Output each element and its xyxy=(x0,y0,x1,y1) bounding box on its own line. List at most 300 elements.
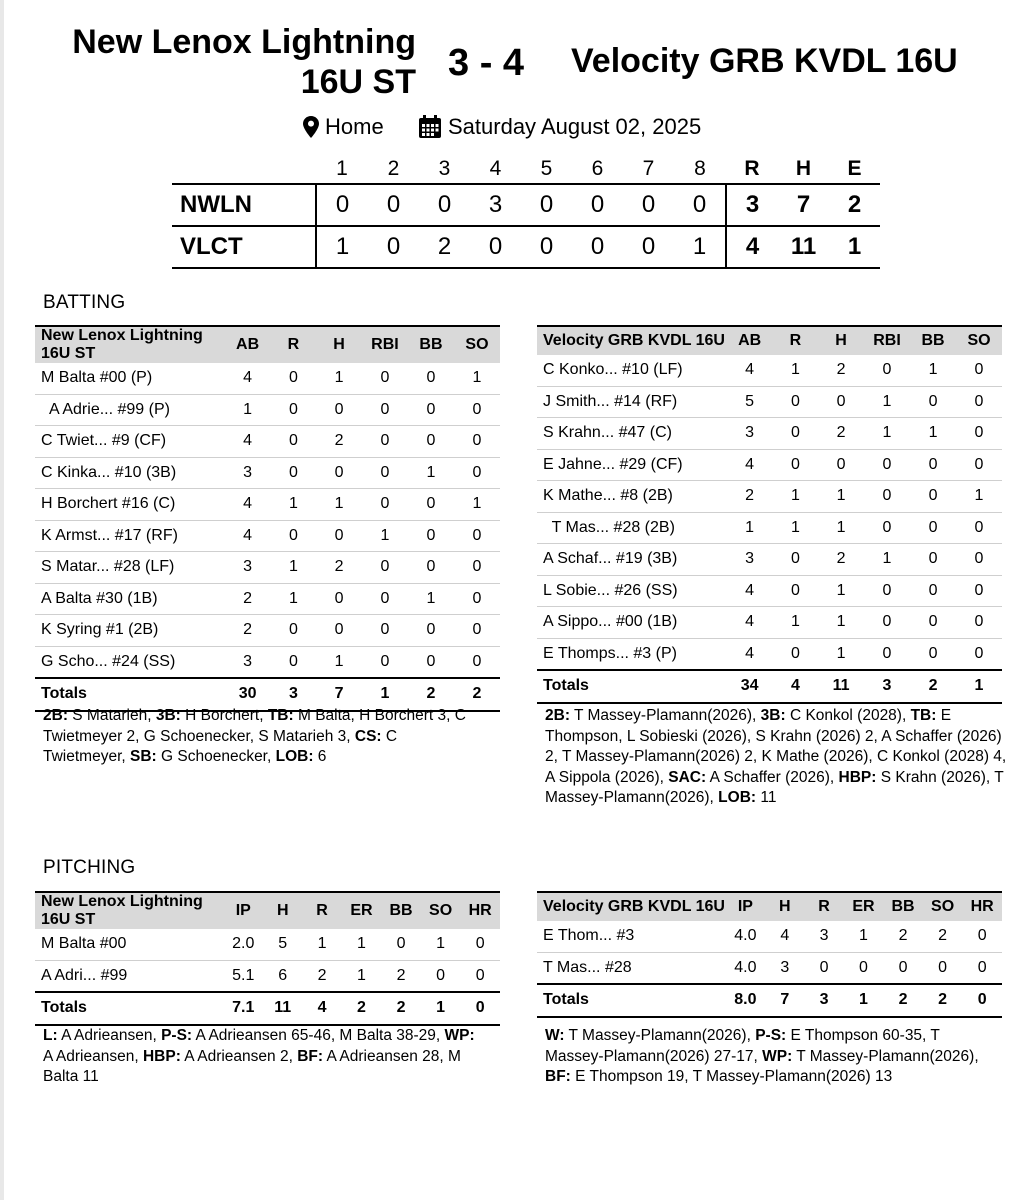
note-label: L: xyxy=(43,1027,58,1044)
away-team-name: Velocity GRB KVDL 16U xyxy=(571,42,958,80)
stat-value: 1 xyxy=(408,457,454,489)
note-text: E Thompson 60-35, T Massey-Plamann(2026) 27-17, xyxy=(545,1027,944,1065)
player-row xyxy=(35,520,500,552)
stat-value: 0 xyxy=(362,426,408,458)
stat-value: 1 xyxy=(271,489,317,521)
stat-value: 0 xyxy=(271,520,317,552)
note-label: LOB: xyxy=(718,789,757,806)
stat-value: 0 xyxy=(271,394,317,426)
totals-value: 4 xyxy=(302,992,341,1025)
player-row xyxy=(35,363,500,394)
stat-value: 0 xyxy=(362,457,408,489)
stat-header-row xyxy=(35,892,500,929)
stat-value: 1 xyxy=(342,929,382,960)
stat-value: 0 xyxy=(910,449,956,481)
stat-value: 1 xyxy=(271,552,317,584)
stat-value: 1 xyxy=(316,363,362,394)
final-score: 3 - 4 xyxy=(448,42,525,84)
stat-column-header: SO xyxy=(421,892,461,929)
player-name: H Borchert #16 (C) xyxy=(35,489,225,521)
note-label: SAC: xyxy=(668,768,707,786)
stat-column-header: BB xyxy=(381,892,421,929)
inning-score: 3 xyxy=(470,184,521,226)
stat-value: 0 xyxy=(454,646,500,678)
totals-label: Totals xyxy=(537,984,726,1017)
player-name: E Jahne... #29 (CF) xyxy=(537,449,727,481)
stat-value: 0 xyxy=(454,457,500,489)
away-pitching-table xyxy=(537,891,1002,1018)
player-row xyxy=(35,615,500,647)
totals-label: Totals xyxy=(537,670,727,703)
player-name: C Kinka... #10 (3B) xyxy=(35,457,225,489)
note-text: A Adrieansen 2, xyxy=(180,1047,298,1065)
stat-value: 0 xyxy=(362,552,408,584)
stat-value: 4.0 xyxy=(726,921,766,952)
stat-value: 5.1 xyxy=(223,960,263,992)
player-row xyxy=(537,638,1002,670)
stat-value: 0 xyxy=(316,457,362,489)
stat-value: 0 xyxy=(271,363,317,394)
inning-score: 0 xyxy=(316,184,368,226)
stat-value: 1 xyxy=(818,607,864,639)
errors-total: 2 xyxy=(829,184,880,226)
player-row xyxy=(35,646,500,678)
stat-value: 0 xyxy=(962,952,1002,984)
note-text: T Massey-Plamann(2026), xyxy=(792,1047,983,1065)
stat-value: 0 xyxy=(956,418,1002,450)
inning-header: 3 xyxy=(438,157,451,180)
stat-value: 0 xyxy=(454,615,500,647)
game-date xyxy=(418,114,701,140)
note-text: M Balta, H Borchert 3, C Twietmeyer 2, G Schoenecker, S Matarieh 3, xyxy=(43,707,470,745)
stat-column-header: HR xyxy=(460,892,500,929)
note-text: T Massey-Plamann(2026), xyxy=(564,1027,756,1044)
player-name: K Armst... #17 (RF) xyxy=(35,520,225,552)
stat-value: 0 xyxy=(773,386,819,418)
player-name: A Adri... #99 xyxy=(35,960,223,992)
totals-value: 2 xyxy=(923,984,963,1017)
player-name: M Balta #00 xyxy=(35,929,223,960)
totals-value: 0 xyxy=(460,992,500,1025)
stat-column-header: AB xyxy=(727,326,773,355)
stat-column-header: IP xyxy=(223,892,263,929)
away-pitching-notes xyxy=(545,1026,985,1088)
totals-value: 11 xyxy=(818,670,864,703)
stat-value: 0 xyxy=(910,512,956,544)
totals-value: 3 xyxy=(271,678,317,711)
player-name: G Scho... #24 (SS) xyxy=(35,646,225,678)
stat-value: 0 xyxy=(362,363,408,394)
errors-total: 1 xyxy=(829,226,880,268)
player-name: A Balta #30 (1B) xyxy=(35,583,225,615)
totals-value: 7.1 xyxy=(223,992,263,1025)
stat-value: 4 xyxy=(225,489,271,521)
stat-value: 0 xyxy=(818,386,864,418)
stat-value: 4 xyxy=(225,426,271,458)
stat-value: 0 xyxy=(408,646,454,678)
player-row xyxy=(35,583,500,615)
note-text: G Schoenecker, xyxy=(156,748,276,765)
runs-header: R xyxy=(744,157,760,180)
totals-value: 34 xyxy=(727,670,773,703)
stat-value: 1 xyxy=(225,394,271,426)
game-date-text: Saturday August 02, 2025 xyxy=(448,114,702,139)
location-text: Home xyxy=(325,114,384,139)
totals-row xyxy=(35,992,500,1025)
inning-header: 1 xyxy=(336,157,348,180)
stat-column-header: RBI xyxy=(864,326,910,355)
stat-value: 0 xyxy=(408,394,454,426)
stat-value: 0 xyxy=(956,449,1002,481)
stat-value: 6 xyxy=(263,960,302,992)
stat-value: 2 xyxy=(727,481,773,513)
stat-value: 0 xyxy=(956,575,1002,607)
inning-score: 0 xyxy=(470,226,521,268)
inning-header: 5 xyxy=(540,157,553,180)
note-label: TB: xyxy=(910,707,937,724)
inning-score: 0 xyxy=(623,226,674,268)
stat-value: 1 xyxy=(727,512,773,544)
stat-value: 4 xyxy=(727,607,773,639)
totals-value: 4 xyxy=(773,670,819,703)
stat-header-row xyxy=(35,326,500,363)
stat-value: 0 xyxy=(956,544,1002,576)
home-batting-notes xyxy=(43,706,478,768)
home-team-name-line2: 16U ST xyxy=(300,63,416,101)
stat-column-header: AB xyxy=(225,326,271,363)
stat-value: 1 xyxy=(421,929,461,960)
player-name: A Sippo... #00 (1B) xyxy=(537,607,727,639)
stat-value: 0 xyxy=(454,583,500,615)
player-row xyxy=(537,575,1002,607)
player-row xyxy=(35,426,500,458)
line-score-header xyxy=(172,155,880,184)
note-text: C Twietmeyer, xyxy=(43,727,402,765)
note-text: A Schaffer (2026), xyxy=(706,768,839,786)
totals-value: 11 xyxy=(263,992,302,1025)
stat-value: 3 xyxy=(804,921,843,952)
note-text: H Borchert, xyxy=(180,707,268,724)
pitching-section-title: PITCHING xyxy=(43,857,136,878)
stat-value: 0 xyxy=(956,512,1002,544)
stat-column-header: R xyxy=(804,892,843,921)
note-label: LOB: xyxy=(275,748,314,765)
stat-value: 0 xyxy=(316,583,362,615)
stat-value: 0 xyxy=(408,552,454,584)
stat-value: 0 xyxy=(910,638,956,670)
line-score-table xyxy=(172,155,880,269)
team-column-header: New Lenox Lightning 16U ST xyxy=(35,892,223,929)
inning-score: 2 xyxy=(419,226,470,268)
totals-value: 7 xyxy=(316,678,362,711)
player-row xyxy=(537,544,1002,576)
player-name: C Konko... #10 (LF) xyxy=(537,355,727,386)
player-row xyxy=(35,960,500,992)
map-pin-icon xyxy=(303,116,319,138)
inning-header: 8 xyxy=(694,157,706,180)
stat-value: 0 xyxy=(956,638,1002,670)
inning-score: 0 xyxy=(521,226,572,268)
stat-value: 0 xyxy=(408,489,454,521)
stat-column-header: H xyxy=(765,892,804,921)
stat-value: 2 xyxy=(316,426,362,458)
note-text: A Adrieansen, xyxy=(43,1027,479,1065)
stat-value: 1 xyxy=(302,929,341,960)
stat-value: 2 xyxy=(225,583,271,615)
stat-value: 0 xyxy=(773,575,819,607)
totals-row xyxy=(537,670,1002,703)
location xyxy=(303,114,384,140)
player-row xyxy=(537,481,1002,513)
totals-value: 2 xyxy=(342,992,382,1025)
inning-score: 0 xyxy=(521,184,572,226)
player-row xyxy=(537,418,1002,450)
hits-total: 7 xyxy=(778,184,829,226)
note-text: T Massey-Plamann(2026), xyxy=(569,707,761,724)
stat-value: 0 xyxy=(864,355,910,386)
runs-total: 3 xyxy=(726,184,778,226)
runs-total: 4 xyxy=(726,226,778,268)
totals-value: 1 xyxy=(362,678,408,711)
totals-value: 0 xyxy=(962,984,1002,1017)
note-text: 6 xyxy=(313,748,327,765)
hits-total: 11 xyxy=(778,226,829,268)
stat-value: 0 xyxy=(271,426,317,458)
stat-value: 2 xyxy=(381,960,421,992)
away-batting-table xyxy=(537,325,1002,704)
line-score-team: VLCT xyxy=(172,226,316,268)
stat-value: 0 xyxy=(421,960,461,992)
stat-column-header: H xyxy=(263,892,302,929)
stat-value: 0 xyxy=(460,960,500,992)
stat-value: 5 xyxy=(727,386,773,418)
stat-column-header: SO xyxy=(454,326,500,363)
stat-value: 0 xyxy=(864,481,910,513)
stat-value: 0 xyxy=(773,449,819,481)
player-name: T Mas... #28 (2B) xyxy=(537,512,727,544)
stat-value: 0 xyxy=(271,457,317,489)
totals-value: 2 xyxy=(454,678,500,711)
stat-value: 0 xyxy=(773,418,819,450)
stat-column-header: IP xyxy=(726,892,766,921)
stat-column-header: RBI xyxy=(362,326,408,363)
stat-value: 0 xyxy=(408,363,454,394)
home-team-name xyxy=(40,22,416,102)
player-row xyxy=(537,512,1002,544)
note-label: WP: xyxy=(444,1027,475,1044)
calendar-icon xyxy=(418,115,442,139)
stat-column-header: BB xyxy=(910,326,956,355)
stat-value: 1 xyxy=(956,481,1002,513)
line-score-corner xyxy=(172,155,316,184)
note-text: E Thompson 19, T Massey-Plamann(2026) 13 xyxy=(570,1068,893,1085)
home-team-name-line1: New Lenox Lightning xyxy=(72,23,416,61)
stat-value: 0 xyxy=(864,449,910,481)
stat-column-header: H xyxy=(316,326,362,363)
inning-score: 0 xyxy=(368,184,419,226)
note-label: BF: xyxy=(545,1068,571,1085)
stat-value: 1 xyxy=(864,386,910,418)
stat-value: 0 xyxy=(316,520,362,552)
player-name: J Smith... #14 (RF) xyxy=(537,386,727,418)
inning-score: 0 xyxy=(368,226,419,268)
stat-value: 1 xyxy=(864,544,910,576)
stat-value: 1 xyxy=(362,520,408,552)
note-label: P-S: xyxy=(161,1027,193,1044)
note-text: A Adrieansen 65-46, M Balta 38-29, xyxy=(192,1027,445,1044)
stat-value: 0 xyxy=(381,929,421,960)
player-row xyxy=(35,552,500,584)
player-name: S Matar... #28 (LF) xyxy=(35,552,225,584)
stat-value: 0 xyxy=(864,607,910,639)
stat-value: 0 xyxy=(773,544,819,576)
stat-value: 0 xyxy=(910,386,956,418)
stat-value: 0 xyxy=(362,615,408,647)
stat-column-header: R xyxy=(271,326,317,363)
stat-value: 4 xyxy=(225,520,271,552)
hits-header: H xyxy=(795,157,812,180)
stat-value: 0 xyxy=(956,386,1002,418)
stat-column-header: R xyxy=(302,892,341,929)
inning-header: 4 xyxy=(489,157,502,180)
inning-header: 2 xyxy=(387,157,400,180)
stat-value: 0 xyxy=(883,952,923,984)
stat-column-header: SO xyxy=(956,326,1002,355)
stat-value: 0 xyxy=(316,615,362,647)
stat-value: 0 xyxy=(271,615,317,647)
stat-value: 1 xyxy=(818,638,864,670)
stat-value: 2 xyxy=(818,418,864,450)
home-pitching-table xyxy=(35,891,500,1026)
stat-value: 1 xyxy=(342,960,382,992)
stat-value: 0 xyxy=(316,394,362,426)
inning-score: 0 xyxy=(623,184,674,226)
player-name: A Schaf... #19 (3B) xyxy=(537,544,727,576)
totals-row xyxy=(537,984,1002,1017)
player-row xyxy=(537,355,1002,386)
note-label: HBP: xyxy=(838,768,877,786)
stat-value: 2 xyxy=(883,921,923,952)
team-column-header: Velocity GRB KVDL 16U xyxy=(537,892,726,921)
stat-value: 0 xyxy=(362,646,408,678)
stat-value: 0 xyxy=(408,615,454,647)
stat-value: 0 xyxy=(844,952,884,984)
stat-value: 0 xyxy=(454,426,500,458)
player-name: E Thomps... #3 (P) xyxy=(537,638,727,670)
batting-section-title: BATTING xyxy=(43,292,126,313)
stat-value: 1 xyxy=(910,355,956,386)
totals-value: 1 xyxy=(421,992,461,1025)
stat-value: 2 xyxy=(818,355,864,386)
stat-value: 0 xyxy=(910,575,956,607)
stat-value: 0 xyxy=(864,512,910,544)
stat-value: 2 xyxy=(302,960,341,992)
player-row xyxy=(35,457,500,489)
stat-value: 2 xyxy=(316,552,362,584)
stat-value: 3 xyxy=(225,646,271,678)
player-name: T Mas... #28 xyxy=(537,952,726,984)
player-row xyxy=(537,952,1002,984)
totals-value: 2 xyxy=(883,984,923,1017)
totals-label: Totals xyxy=(35,678,225,711)
note-label: SB: xyxy=(130,748,157,765)
stat-value: 0 xyxy=(910,544,956,576)
stat-value: 0 xyxy=(910,481,956,513)
stat-value: 1 xyxy=(864,418,910,450)
stat-value: 2 xyxy=(923,921,963,952)
stat-value: 0 xyxy=(362,583,408,615)
totals-value: 2 xyxy=(381,992,421,1025)
player-row xyxy=(35,489,500,521)
inning-score: 1 xyxy=(674,226,726,268)
stat-column-header: BB xyxy=(408,326,454,363)
note-label: BF: xyxy=(297,1047,324,1065)
totals-value: 3 xyxy=(864,670,910,703)
totals-value: 1 xyxy=(956,670,1002,703)
player-name: K Syring #1 (2B) xyxy=(35,615,225,647)
note-label: WP: xyxy=(762,1047,793,1065)
stat-value: 4 xyxy=(727,575,773,607)
totals-label: Totals xyxy=(35,992,223,1025)
stat-value: 0 xyxy=(864,638,910,670)
player-row xyxy=(537,386,1002,418)
stat-value: 1 xyxy=(818,512,864,544)
player-name: E Thom... #3 xyxy=(537,921,726,952)
inning-header: 7 xyxy=(642,157,655,180)
stat-value: 4 xyxy=(727,449,773,481)
stat-value: 0 xyxy=(956,355,1002,386)
player-name: M Balta #00 (P) xyxy=(35,363,225,394)
stat-value: 0 xyxy=(962,921,1002,952)
line-score-row xyxy=(172,226,880,268)
totals-value: 2 xyxy=(910,670,956,703)
stat-value: 4.0 xyxy=(726,952,766,984)
stat-column-header: ER xyxy=(844,892,884,921)
stat-value: 2 xyxy=(818,544,864,576)
stat-value: 0 xyxy=(362,489,408,521)
stat-value: 0 xyxy=(923,952,963,984)
left-border xyxy=(0,0,4,1200)
inning-score: 0 xyxy=(572,184,623,226)
stat-value: 1 xyxy=(408,583,454,615)
stat-value: 0 xyxy=(362,394,408,426)
player-name: S Krahn... #47 (C) xyxy=(537,418,727,450)
note-label: P-S: xyxy=(755,1027,787,1044)
stat-value: 1 xyxy=(844,921,884,952)
stat-value: 2.0 xyxy=(223,929,263,960)
stat-value: 4 xyxy=(765,921,804,952)
totals-value: 3 xyxy=(804,984,843,1017)
player-row xyxy=(35,929,500,960)
stat-column-header: ER xyxy=(342,892,382,929)
errors-header: E xyxy=(847,157,862,180)
home-pitching-notes xyxy=(43,1026,483,1088)
stat-value: 1 xyxy=(818,575,864,607)
stat-value: 1 xyxy=(773,355,819,386)
stat-header-row xyxy=(537,326,1002,355)
note-label: W: xyxy=(545,1027,565,1044)
inning-score: 0 xyxy=(572,226,623,268)
stat-value: 4 xyxy=(225,363,271,394)
stat-value: 0 xyxy=(454,520,500,552)
note-label: 2B: xyxy=(43,707,68,724)
inning-header: 6 xyxy=(591,157,604,180)
player-row xyxy=(35,394,500,426)
stat-column-header: R xyxy=(773,326,819,355)
stat-value: 0 xyxy=(408,520,454,552)
stat-value: 0 xyxy=(454,552,500,584)
stat-value: 5 xyxy=(263,929,302,960)
